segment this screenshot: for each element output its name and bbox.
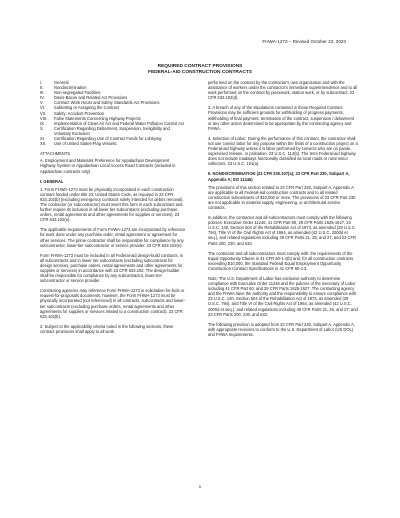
paragraph: The contractor and all subcontractors must comply with: the requirements of the Equal Opportunity Clause in 41 CFR 60-1.4(b) and, for all construction contracts exceeding $10,000, the Standard Federal Equal Employment Opportunity Construction Contract Specifications in 41 CFR 60-4.3. xyxy=(208,250,354,271)
toc-number: VII. xyxy=(40,110,47,116)
toc-text: Certification Regarding Debarment, Suspension, Ineligibility and Voluntary Exclusion xyxy=(54,125,170,136)
paragraph: Form FHWA-1273 must be included in all Federal-aid design-build contracts, in all subcontracts and in lower tier subcontracts (excluding subcontracts for design services, purchase orders, rental agreements and other agreements for supplies or services) in accordance with 23 CFR 633.102. The design-builder shall be responsible for compliance by any subcontractor, lower-tier subcontractor or service provider. xyxy=(40,252,183,284)
toc-item xyxy=(40,126,186,136)
section-heading-general: I. GENERAL xyxy=(40,178,64,184)
toc-number: V. xyxy=(40,100,44,106)
paragraph: 2. Subject to the applicability criteria noted in the following sections, these contract provisions shall apply to all work xyxy=(40,323,174,334)
toc-text: Safety: Accident Prevention xyxy=(54,110,105,116)
paragraph: 3. A breach of any of the stipulations contained in these Required Contract Provisions may be sufficient grounds for withholding of progress payments, withholding of final payment, termination of the contract, suspension / debarment or any other action determined to be appropriate by the contracting agency and FHWA. xyxy=(208,105,355,131)
toc-text: Subletting or Assigning the Contract xyxy=(54,105,120,111)
toc-number: IV. xyxy=(40,95,45,101)
toc-number: II. xyxy=(40,85,44,91)
attachments-label: ATTACHMENTS xyxy=(40,151,71,157)
left-column xyxy=(40,80,186,339)
table-of-contents xyxy=(40,80,186,146)
toc-number: X. xyxy=(40,125,44,131)
toc-number: IX. xyxy=(40,120,46,126)
toc-number: III. xyxy=(40,90,45,96)
paragraph: The applicable requirements of Form FHWA-1273 are incorporated by reference for work done under any purchase order, rental agreement or agreement for other services. The prime contractor shall be responsible for compliance by any subcontractor, lower-tier subcontractor or service provider. 23 CFR 633.102(e). xyxy=(40,227,186,248)
toc-item xyxy=(40,141,186,146)
paragraph: The provisions of this section related to 23 CFR Part 230, Subpart A, Appendix A are applicable to all Federal-aid construction contracts and to all related construction subcontracts of $10,000 or more. The provisions of 23 CFR Part 230 are not applicable to material supply, engineering, or architectural service contracts. xyxy=(208,184,356,210)
toc-number: VIII. xyxy=(40,115,48,121)
attachment-a: A. Employment and Materials Preference for Appalachian Development Highway System or Appalachian Local Access Road Contracts (included in Appalachian contracts only) xyxy=(40,158,176,174)
form-revision-header: FHWA-1273 – Revised October 23, 2023 xyxy=(262,39,346,44)
toc-text: Certification Regarding Use of Contract Funds for Lobbying xyxy=(54,136,162,142)
paragraph: Note: The U.S. Department of Labor has exclusive authority to determine compliance with Executive Order 11246 and the policies of the Secretary of Labor including 41 CFR Part 60, and 29 CFR Parts 1625-1627. The contracting agency and the FHWA have the authority and the responsibility to ensure compliance with 23 U.S.C. 140, Section 504 of the Rehabilitation Act of 1973, as amended (29 U.S.C. 794), and Title VI of the Civil Rights Act of 1964, as amended (42 U.S.C. 2000d et seq.), and related regulations including 49 CFR Parts 21, 26, and 27; and 23 CFR Parts 200, 230, and 633. xyxy=(208,276,358,317)
right-column xyxy=(208,80,358,342)
toc-number: I. xyxy=(40,80,43,85)
toc-text: Non-segregated Facilities xyxy=(54,90,101,96)
toc-number: VI. xyxy=(40,105,46,111)
page-number: 1 xyxy=(198,484,202,489)
paragraph: In addition, the contractor and all subcontractors must comply with the following policies: Executive Order 11246, 41 CFR Part 60, 29 CFR Parts 1625-1627, 23 U.S.C. 140, Section 504 of the Rehabilitation Act of 1973, as amended (29 U.S.C. 794), Title VI of the Civil Rights Act of 1964, as amended (42 U.S.C. 2000d et seq.), and related regulations including 49 CFR Parts 21, 26, and 27; and 23 CFR Parts 200, 230, and 633. xyxy=(208,215,356,246)
paragraph: The following provision is adopted from 23 CFR Part 230, Subpart A, Appendix A, with appropriate revisions to conform to the U.S. Department of Labor (US DOL) and FHWA requirements. xyxy=(208,321,356,337)
toc-text: Davis-Bacon and Related Act Provisions xyxy=(54,95,128,101)
toc-number: XI. xyxy=(40,136,46,142)
toc-text: Use of United States-Flag Vessels: xyxy=(54,141,118,147)
toc-text: Implementation of Clean Air Act and Federal Water Pollution Control Act xyxy=(54,120,185,126)
toc-text: False Statements Concerning Highway Projects xyxy=(54,115,141,121)
paragraph: 1. Form FHWA-1273 must be physically incorporated in each construction contract funded under title 23, United States Code, as required in 23 CFR 633.102(b) (excluding emergency contracts solely intended for debris removal). The contractor (or subcontractor) must insert this form in each subcontract and further require its inclusion in all lower tier subcontracts (excluding purchase orders, rental agreements and other agreements for supplies or services). 23 CFR 633.102(e). xyxy=(40,186,184,223)
paragraph: performed on the contract by the contractor's own organization and with the assistance of workers under the contractor's immediate superintendence and to all work performed on the contract by piecework, station work, or by subcontract. 23 CFR 633.102(d). xyxy=(208,80,358,101)
document-title-block xyxy=(0,64,400,77)
toc-text: General xyxy=(54,80,69,85)
section-heading-nondiscrimination: II. NONDISCRIMINATION (23 CFR 230.107(a); 23 CFR Part 230, Subpart A, Appendix A; EO 11246) xyxy=(208,171,350,182)
toc-number: XII. xyxy=(40,141,47,147)
paragraph: 4. Selection of Labor: During the performance of this contract, the contractor shall not use convict labor for any purpose within the limits of a construction project on a Federal-aid highway unless it is labor performed by convicts who are on parole, supervised release, or probation. 23 U.S.C. 114(b). The term Federal-aid highway does not include roadways functionally classified as local roads or rural minor collectors. 23 U.S.C. 101(a). xyxy=(208,135,358,167)
toc-text: Contract Work Hours and Safety Standards Act Provisions xyxy=(54,100,160,106)
toc-text: Nondiscrimination xyxy=(54,85,87,91)
document-title: REQUIRED CONTRACT PROVISIONS xyxy=(157,64,243,69)
document-subtitle: FEDERAL-AID CONSTRUCTION CONTRACTS xyxy=(148,70,252,76)
paragraph: Contracting agencies may reference Form FHWA-1273 in solicitation-for-bids or request-for-proposals documents, however, the Form FHWA-1273 must be physically incorporated (not referenced) in all contracts, subcontracts and lower-tier subcontracts (excluding purchase orders, rental agreements and other agreements for supplies or services related to a construction contract). 23 CFR 633.102(b). xyxy=(40,288,185,319)
